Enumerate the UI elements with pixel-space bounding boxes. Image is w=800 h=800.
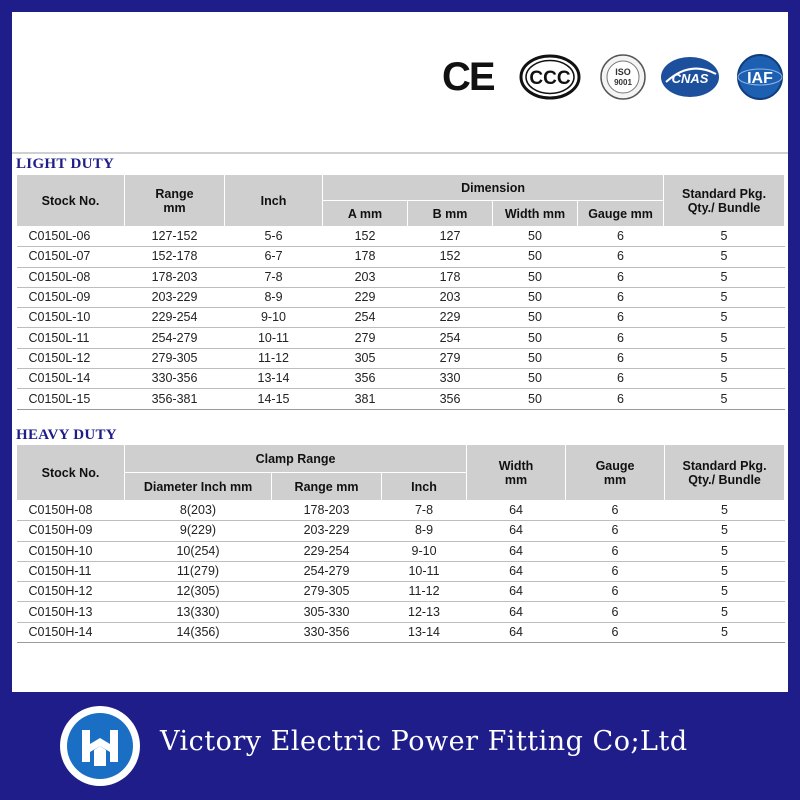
light-duty-rows: [17, 227, 785, 410]
table-cell: 50: [493, 348, 578, 368]
table-cell: C0150L-11: [17, 328, 125, 348]
table-cell: 64: [467, 561, 566, 581]
table-row: [17, 369, 785, 389]
table-cell: 50: [493, 247, 578, 267]
col-width-mm: Width mm: [493, 201, 578, 227]
iaf-text: IAF: [747, 70, 773, 87]
table-cell: 330-356: [125, 369, 225, 389]
table-cell: C0150L-06: [17, 227, 125, 247]
table-cell: 356-381: [125, 389, 225, 409]
table-cell: 50: [493, 267, 578, 287]
table-cell: 279: [408, 348, 493, 368]
table-cell: 6: [566, 602, 665, 622]
table-cell: 6: [578, 389, 664, 409]
table-cell: C0150H-09: [17, 521, 125, 541]
table-cell: 5-6: [225, 227, 323, 247]
company-name: Victory Electric Power Fitting Co;Ltd: [160, 726, 688, 757]
table-cell: 13-14: [382, 622, 467, 642]
col-stock-no: Stock No.: [17, 445, 125, 501]
table-cell: C0150L-08: [17, 267, 125, 287]
table-cell: 9-10: [382, 541, 467, 561]
table-cell: 6: [566, 582, 665, 602]
col-diameter-inch-mm: Diameter Inch mm: [125, 473, 272, 501]
iso-text: ISO: [615, 67, 631, 77]
table-cell: 6: [566, 622, 665, 642]
table-cell: C0150H-14: [17, 622, 125, 642]
ccc-mark-text: CCC: [529, 68, 571, 89]
table-cell: 178: [323, 247, 408, 267]
table-cell: 229: [323, 287, 408, 307]
col-b-mm: B mm: [408, 201, 493, 227]
table-row: [17, 501, 785, 521]
table-cell: 11-12: [382, 582, 467, 602]
table-cell: 229: [408, 308, 493, 328]
table-cell: 254: [408, 328, 493, 348]
table-cell: 5: [664, 348, 785, 368]
table-cell: 5: [664, 267, 785, 287]
heavy-duty-table: [16, 444, 785, 643]
heavy-duty-title: HEAVY DUTY: [16, 427, 117, 443]
table-cell: 64: [467, 582, 566, 602]
col-stock-no: Stock No.: [17, 175, 125, 227]
col-inch: Inch: [225, 175, 323, 227]
table-row: [17, 267, 785, 287]
table-cell: 178: [408, 267, 493, 287]
heavy-duty-rows: [17, 501, 785, 643]
table-cell: 305: [323, 348, 408, 368]
table-cell: 5: [665, 602, 785, 622]
table-cell: 12-13: [382, 602, 467, 622]
company-footer: [0, 692, 800, 800]
table-cell: 5: [665, 541, 785, 561]
col-gauge-mm: Gauge mm: [566, 445, 665, 501]
table-cell: 13-14: [225, 369, 323, 389]
table-cell: 11(279): [125, 561, 272, 581]
col-clamp-range-group: Clamp Range: [125, 445, 467, 473]
table-cell: 8-9: [225, 287, 323, 307]
table-row: [17, 541, 785, 561]
col-width-mm: Width mm: [467, 445, 566, 501]
table-cell: 9-10: [225, 308, 323, 328]
table-row: [17, 247, 785, 267]
table-cell: 279-305: [125, 348, 225, 368]
light-duty-table: [16, 174, 785, 410]
iso-9001-logo: [598, 52, 648, 102]
table-cell: 12(305): [125, 582, 272, 602]
company-logo-icon: [60, 706, 140, 786]
table-cell: 5: [664, 247, 785, 267]
table-cell: 279: [323, 328, 408, 348]
col-range-mm: Range mm: [272, 473, 382, 501]
table-row: [17, 227, 785, 247]
section-divider: [12, 152, 788, 154]
table-cell: 13(330): [125, 602, 272, 622]
table-cell: 127: [408, 227, 493, 247]
col-standard-pkg: Standard Pkg. Qty./ Bundle: [664, 175, 785, 227]
table-cell: C0150L-14: [17, 369, 125, 389]
table-cell: 6: [578, 227, 664, 247]
table-cell: 330: [408, 369, 493, 389]
table-row: [17, 582, 785, 602]
table-cell: 5: [664, 287, 785, 307]
table-row: [17, 389, 785, 409]
table-cell: 64: [467, 622, 566, 642]
table-cell: 203: [323, 267, 408, 287]
table-cell: 5: [664, 308, 785, 328]
table-cell: 50: [493, 308, 578, 328]
table-cell: C0150L-15: [17, 389, 125, 409]
table-cell: C0150H-08: [17, 501, 125, 521]
cnas-logo: [658, 52, 722, 102]
table-row: [17, 308, 785, 328]
col-inch: Inch: [382, 473, 467, 501]
table-cell: C0150L-12: [17, 348, 125, 368]
table-cell: 6: [578, 308, 664, 328]
table-cell: 5: [665, 582, 785, 602]
light-duty-title: LIGHT DUTY: [16, 156, 115, 172]
table-row: [17, 561, 785, 581]
table-row: [17, 602, 785, 622]
table-cell: 14-15: [225, 389, 323, 409]
table-cell: C0150H-13: [17, 602, 125, 622]
table-row: [17, 287, 785, 307]
table-cell: 6: [566, 541, 665, 561]
col-a-mm: A mm: [323, 201, 408, 227]
table-cell: 178-203: [125, 267, 225, 287]
ce-mark-logo: CE: [442, 55, 494, 99]
table-cell: 305-330: [272, 602, 382, 622]
table-cell: 5: [664, 389, 785, 409]
ccc-mark-logo: [518, 52, 582, 102]
table-cell: 50: [493, 389, 578, 409]
table-cell: 254-279: [125, 328, 225, 348]
table-cell: 8(203): [125, 501, 272, 521]
table-row: [17, 622, 785, 642]
table-cell: 10(254): [125, 541, 272, 561]
col-dimension-group: Dimension: [323, 175, 664, 201]
table-cell: 5: [665, 501, 785, 521]
table-cell: 64: [467, 541, 566, 561]
table-cell: 6: [566, 501, 665, 521]
table-cell: C0150L-09: [17, 287, 125, 307]
table-cell: 6-7: [225, 247, 323, 267]
table-cell: 11-12: [225, 348, 323, 368]
table-cell: 14(356): [125, 622, 272, 642]
table-cell: 7-8: [382, 501, 467, 521]
table-cell: 64: [467, 521, 566, 541]
table-cell: 6: [578, 247, 664, 267]
table-cell: 5: [664, 369, 785, 389]
table-cell: 229-254: [272, 541, 382, 561]
table-cell: 64: [467, 602, 566, 622]
table-cell: 6: [578, 267, 664, 287]
table-cell: 6: [578, 287, 664, 307]
table-cell: 254: [323, 308, 408, 328]
cnas-text: CNAS: [671, 71, 709, 86]
iso-number-text: 9001: [614, 78, 632, 87]
table-cell: 7-8: [225, 267, 323, 287]
certification-logos: [432, 52, 792, 104]
table-cell: C0150L-07: [17, 247, 125, 267]
table-cell: C0150H-10: [17, 541, 125, 561]
iaf-logo: [728, 52, 792, 102]
table-cell: 254-279: [272, 561, 382, 581]
table-cell: 203-229: [125, 287, 225, 307]
table-cell: 50: [493, 227, 578, 247]
table-cell: 330-356: [272, 622, 382, 642]
table-cell: 178-203: [272, 501, 382, 521]
table-row: [17, 521, 785, 541]
col-standard-pkg: Standard Pkg. Qty./ Bundle: [665, 445, 785, 501]
table-cell: 50: [493, 287, 578, 307]
table-cell: 9(229): [125, 521, 272, 541]
table-cell: 203-229: [272, 521, 382, 541]
table-cell: 64: [467, 501, 566, 521]
table-cell: 229-254: [125, 308, 225, 328]
table-cell: 356: [408, 389, 493, 409]
table-cell: 5: [665, 521, 785, 541]
table-cell: 5: [664, 328, 785, 348]
table-cell: C0150H-11: [17, 561, 125, 581]
table-cell: 6: [578, 328, 664, 348]
table-cell: C0150H-12: [17, 582, 125, 602]
table-cell: 203: [408, 287, 493, 307]
table-cell: 8-9: [382, 521, 467, 541]
table-cell: 152: [323, 227, 408, 247]
table-cell: 152: [408, 247, 493, 267]
table-cell: 10-11: [225, 328, 323, 348]
table-cell: 6: [578, 369, 664, 389]
table-cell: 279-305: [272, 582, 382, 602]
table-cell: C0150L-10: [17, 308, 125, 328]
table-cell: 6: [566, 561, 665, 581]
table-cell: 6: [578, 348, 664, 368]
table-cell: 127-152: [125, 227, 225, 247]
table-row: [17, 328, 785, 348]
col-gauge-mm: Gauge mm: [578, 201, 664, 227]
table-cell: 10-11: [382, 561, 467, 581]
table-cell: 356: [323, 369, 408, 389]
table-row: [17, 348, 785, 368]
table-cell: 6: [566, 521, 665, 541]
table-cell: 5: [665, 561, 785, 581]
table-cell: 5: [665, 622, 785, 642]
table-cell: 152-178: [125, 247, 225, 267]
table-cell: 381: [323, 389, 408, 409]
table-cell: 50: [493, 369, 578, 389]
table-cell: 5: [664, 227, 785, 247]
col-range-mm: Range mm: [125, 175, 225, 227]
table-cell: 50: [493, 328, 578, 348]
